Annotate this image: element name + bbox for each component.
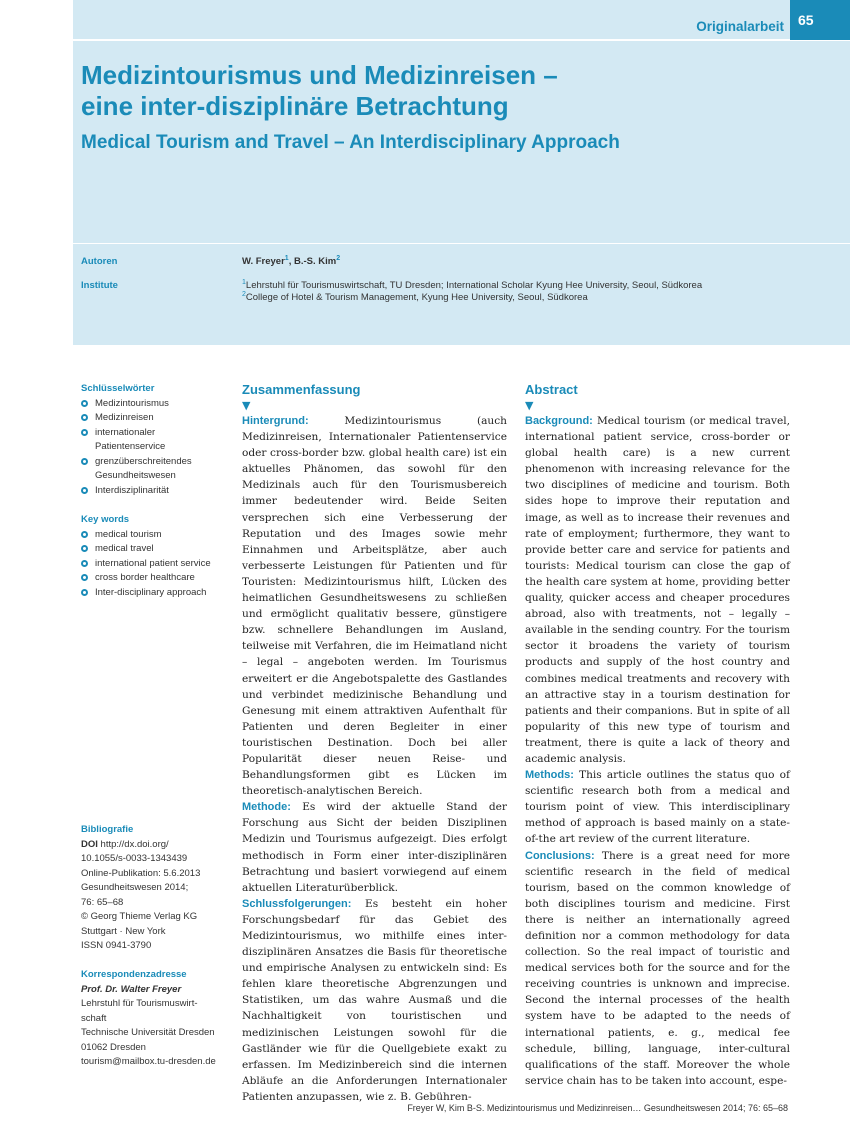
lead-label: Methods: [525, 769, 574, 782]
abstract-background [525, 413, 790, 767]
page-number: 65 [790, 0, 850, 40]
abstract-conclusions [525, 848, 790, 1089]
title-de-line1: Medizintourismus und Medizinreisen – [81, 60, 558, 90]
article-title-en: Medical Tourism and Travel – An Interdisciplinary Approach [81, 132, 620, 153]
doi-id: 10.1055/s-0033-1343439 [81, 853, 188, 864]
article-title-de [81, 60, 731, 122]
institute-1-num: 1 [242, 278, 246, 286]
zusammenfassung-hintergrund [242, 413, 507, 799]
zusammenfassung-heading: Zusammenfassung [242, 382, 361, 397]
keyword-item [81, 397, 231, 412]
institute-2: College of Hotel & Tourism Management, Kyung Hee University, Seoul, Südkorea [245, 292, 588, 303]
bibliography-block [81, 823, 231, 954]
keyword-text: international patient service [95, 557, 211, 569]
doi-line [81, 838, 231, 853]
lead-label: Methode: [242, 801, 291, 814]
keyword-text: internationaler Patientenservice [95, 426, 166, 452]
bullet-icon [81, 531, 88, 538]
institutes-label: Institute [81, 280, 118, 291]
keyword-text: medical travel [95, 543, 154, 554]
author-2: B.-S. Kim [293, 256, 337, 267]
keywords-de-heading: Schlüsselwörter [81, 383, 155, 394]
keyword-item [81, 586, 231, 601]
correspondence-line4: 01062 Dresden [81, 1041, 146, 1053]
correspondence-heading: Korrespondenzadresse [81, 969, 187, 980]
lead-label: Schlussfolgerungen: [242, 897, 352, 910]
arrow-down-icon: ▼ [242, 399, 251, 412]
section-label: Originalarbeit [696, 19, 784, 34]
keyword-text: cross border healthcare [95, 572, 195, 583]
journal-line1: Gesundheitswesen 2014; [81, 882, 189, 893]
institutes [242, 280, 702, 304]
keywords-en-heading: Key words [81, 514, 130, 525]
keyword-item [81, 528, 231, 543]
author-1-affil: 1 [284, 254, 289, 262]
author-separator: , [288, 256, 294, 267]
correspondence-name: Prof. Dr. Walter Freyer [81, 983, 182, 995]
bullet-icon [81, 400, 88, 407]
lead-label: Hintergrund: [242, 415, 309, 427]
bullet-icon [81, 574, 88, 581]
doi-link[interactable]: http://dx.doi.org/ [100, 838, 169, 850]
keyword-text: medical tourism [95, 528, 162, 540]
author-1: W. Freyer [242, 256, 285, 267]
keywords-en-list [81, 528, 231, 601]
keywords-en-block [81, 513, 231, 600]
bibliography-heading: Bibliografie [81, 824, 134, 835]
keyword-item [81, 426, 205, 455]
bullet-icon [81, 414, 88, 421]
title-de-line2: eine inter-disziplinäre Betrachtung [81, 91, 509, 121]
online-publication: Online-Publikation: 5.6.2013 [81, 867, 201, 879]
paragraph-text: There is a great need for more scientific research in the field of medical tourism, based on the common knowledge of both disciplines tourism and medicine. First there is neither an internationally agreed definition nor a common methodology for data collection. So the real impact of touristic and medical services both for the source and for the receiving countries is unknown and imprecise. Second the internal processes of the health system have to be adapted to the needs of international patients, e. g., medical fee schedule, billing, language, inter-cultural qualifications of the staff. Moreover the whole service chain has to be taken into account, espe- [525, 849, 790, 1087]
bullet-icon [81, 589, 88, 596]
keyword-text: Medizinreisen [95, 412, 154, 423]
paragraph-text: Medizintourismus (auch Medizinreisen, Internationaler Patientenservice oder cross-border bzw. global health care) ist ein aktuelles Phänomen, das sowohl für den Medizinals auch für den Tourismusbereich immer bedeutender wird. Beide Seiten versprechen sich eine Verbesserung der Reputation und des Images sowie mehr Einnahmen und Arbeitsplätze, aber auch verbesserte Leistungen für Patienten und für Touristen: Medizintourismus hilft, Lücken des heimatlichen Gesundheitswesens zu schließen und ermöglicht qualitativ bessere, günstigere bzw. schnellere Behandlungen im Ausland, teilweise mit Verfahren, die im Heimatland nicht – legal – angeboten werden. Im Tourismus erweitert er die Angebotspalette des Gastlandes und verbindet medizinische Behandlung und Genesung mit einem attraktiven Aufenthalt für Patienten und deren Begleiter in einer touristischen Destination. Doch bei aller Popularität dieser neuen Reise- und Behandlungsformen gibt es Lücken im theoretisch-analytischen Bereich. [242, 415, 507, 798]
keyword-item [81, 557, 231, 572]
footer-citation: Freyer W, Kim B-S. Medizintourismus und Medizinreisen… Gesundheitswesen 2014; 76: 65–68 [407, 1103, 788, 1113]
issn: ISSN 0941-3790 [81, 940, 152, 951]
keyword-text: Interdisziplinarität [95, 484, 169, 496]
paragraph-text: Medical tourism (or medical travel, international patient service, cross-border or global health care) is a new current phenomenon with increasing relevance for the two disciplines of medicine and tourism. Both sides hope to improve their reputation and image, as well as to increase their revenues and rate of employment; furthermore, they want to provide better care and service for patients and tourists: Medical tourism can close the gap of the health care system at home, providing better quality, quicker access and cheaper procedures abroad, also with treatments, not – legally – available in the sending country. For the tourism sector it broadens the variety of tourism products and supply of the host country and combines medical treatments and recovery with an attractive stay in a tourism destination for patients and their companions. But in spite of all popularity of this new type of tourism and treatment, there is quite a lack of theory and academic analysis. [525, 415, 790, 765]
publisher-place: Stuttgart · New York [81, 925, 166, 937]
zusammenfassung-methode [242, 799, 507, 896]
keyword-item [81, 571, 231, 586]
lead-label: Background: [525, 415, 593, 427]
header-divider [73, 39, 850, 41]
doi-label: DOI [81, 838, 98, 850]
paragraph-text: Es wird der aktuelle Stand der Forschung aus Sicht der beiden Disziplinen Medizin und Tourismus aufgezeigt. Dies erfolgt methodisch in Form einer inter-disziplinären Betrachtung und basiert vorwiegend auf einem aktuellen Literaturüberblick. [242, 801, 507, 894]
keywords-de-block [81, 382, 231, 498]
bullet-icon [81, 487, 88, 494]
publisher: © Georg Thieme Verlag KG [81, 911, 198, 922]
authors [242, 256, 340, 268]
authors-label: Autoren [81, 256, 118, 267]
institute-1: Lehrstuhl für Tourismuswirtschaft, TU Dresden; International Scholar Kyung Hee University, Seoul, Südkorea [245, 280, 703, 291]
correspondence-block [81, 968, 231, 1070]
keyword-text: Medizintourismus [95, 397, 169, 409]
author-2-affil: 2 [336, 254, 341, 262]
meta-divider [73, 243, 850, 244]
journal-line2: 76: 65–68 [81, 896, 124, 908]
paragraph-text: Es besteht ein hoher Forschungsbedarf für das Gebiet des Medizintourismus, wo mithilfe eines inter-disziplinären Ansatzes die Basis für theoretische und empirische Analysen zu entwickeln sind: Es fehlen klare theoretische Abgrenzungen und Statistiken, um das wahre Ausmaß und die Nachhaltigkeit von touristischen und medizinischen Leistungen sowohl für die Gastländer wie für die Quellgebiete exakt zu erfassen. Im Medizinbereich sind die internen Abläufe an die Anforderungen Internationaler Patienten anzupassen, wie z. B. Gebühren- [242, 897, 507, 1103]
lead-label: Conclusions: [525, 849, 595, 862]
zusammenfassung-schluss [242, 896, 507, 1105]
correspondence-line2: schaft [81, 1012, 107, 1024]
keywords-de-list [81, 397, 231, 499]
arrow-down-icon: ▼ [525, 399, 534, 412]
correspondence-email[interactable]: tourism@mailbox.tu-dresden.de [81, 1056, 216, 1067]
paragraph-text: This article outlines the status quo of scientific research both from a medical and tourism point of view. This interdisciplinary method of approach is based mainly on a state-of-the art review of the current literature. [525, 769, 790, 846]
bullet-icon [81, 560, 88, 567]
bullet-icon [81, 429, 88, 436]
bullet-icon [81, 545, 88, 552]
abstract-column [525, 381, 790, 1089]
keyword-item [81, 411, 231, 426]
keyword-item [81, 455, 235, 484]
abstract-heading: Abstract [525, 382, 578, 397]
keyword-text: grenzüberschreitendes Gesundheitswesen [95, 455, 192, 481]
correspondence-line3: Technische Universität Dresden [81, 1027, 215, 1038]
bullet-icon [81, 458, 88, 465]
keyword-item [81, 484, 231, 499]
institute-2-num: 2 [242, 290, 246, 298]
keyword-text: Inter-disciplinary approach [95, 586, 207, 598]
keyword-item [81, 542, 231, 557]
zusammenfassung-column [242, 381, 507, 1105]
abstract-methods [525, 767, 790, 847]
correspondence-line1: Lehrstuhl für Tourismuswirt- [81, 998, 198, 1009]
